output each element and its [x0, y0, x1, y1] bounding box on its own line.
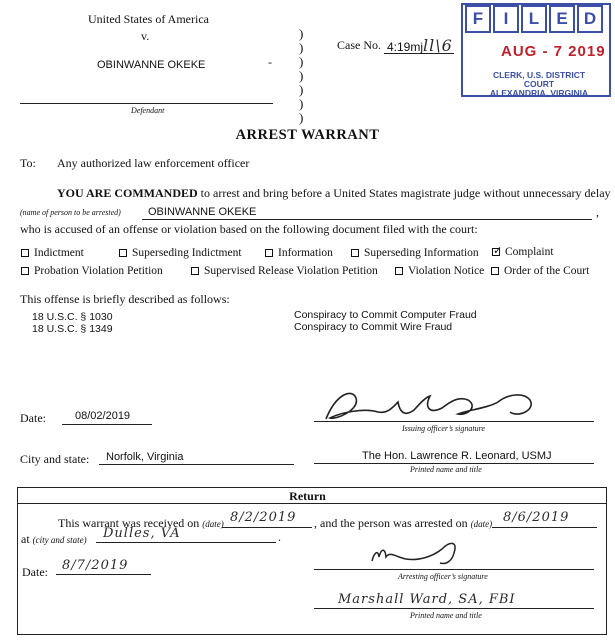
doc-label: Information: [278, 247, 333, 259]
return-heading: Return: [289, 489, 326, 503]
command-rest: to arrest and bring before a United States magistrate judge without unnecessary delay: [200, 186, 611, 200]
officer-name: Marshall Ward, SA, FBI: [338, 592, 516, 607]
received-date-line: [222, 527, 312, 528]
page-title: ARREST WARRANT: [235, 127, 380, 143]
checkbox: [265, 249, 273, 257]
stamp-letter: F: [465, 5, 491, 33]
doc-violation-notice: [395, 265, 484, 277]
offense-intro: This offense is briefly described as follows:: [20, 292, 230, 306]
stamp-letter: L: [521, 5, 547, 33]
city-line: [99, 464, 294, 465]
stamp-clerk: [479, 71, 599, 98]
filed-letters: [465, 5, 601, 35]
checkbox: [351, 249, 359, 257]
return-city-value: Dulles, VA: [103, 526, 181, 541]
officer-printed-label: Printed name and title: [410, 611, 482, 620]
statute-1: 18 U.S.C. § 1030: [32, 311, 113, 323]
command-bold: YOU ARE COMMANDED: [57, 186, 198, 200]
date-label: Date:: [20, 411, 46, 425]
return-at-text: [21, 532, 87, 547]
arresting-signature-image: [366, 535, 476, 571]
defendant-name: OBINWANNE OKEKE: [97, 59, 206, 71]
case-no-line: [384, 53, 454, 54]
return-heading-line: [17, 503, 607, 504]
defendant-line: [20, 103, 273, 104]
return-arrested-date: 8/6/2019: [503, 510, 570, 525]
doc-indictment: [21, 247, 84, 259]
arrest-person-value: OBINWANNE OKEKE: [148, 206, 257, 218]
filed-stamp: [461, 3, 611, 97]
period-mark: .: [278, 530, 281, 544]
doc-order-of-court: [491, 265, 589, 277]
doc-label: Supervised Release Violation Petition: [204, 265, 378, 277]
doc-superseding-indictment: [119, 247, 242, 259]
city-label: City and state:: [20, 452, 90, 466]
case-no-value: 4:19mjll\6: [387, 36, 453, 55]
city-paren: (city and state): [32, 535, 87, 545]
versus: v.: [141, 29, 150, 43]
doc-supervised-release: [191, 265, 378, 277]
judge-line: [314, 463, 594, 464]
stamp-letter: I: [493, 5, 519, 33]
to-label: To:: [20, 156, 36, 170]
stamp-letter: E: [549, 5, 575, 33]
return-received-date: 8/2/2019: [230, 510, 297, 525]
doc-label: Probation Violation Petition: [34, 265, 163, 277]
doc-label: Order of the Court: [504, 265, 590, 277]
stamp-date: AUG - 7 2019: [501, 43, 606, 60]
officer-name-line: [314, 608, 594, 609]
checkbox: [491, 267, 499, 275]
return-date-value: 8/7/2019: [62, 558, 129, 573]
date-paren: (date): [470, 519, 493, 529]
doc-label: Superseding Information: [364, 247, 479, 259]
return-city-line: [96, 542, 276, 543]
arrest-person-label: (name of person to be arrested): [20, 208, 121, 217]
stamp-letter: D: [577, 5, 603, 33]
checkbox: [395, 267, 403, 275]
received-text: This warrant was received on: [58, 516, 200, 530]
arrested-text: , and the person was arrested on: [314, 516, 468, 530]
accused-text: who is accused of an offense or violation based on the following document filed with the court:: [20, 222, 478, 236]
statute-2: 18 U.S.C. § 1349: [32, 323, 113, 335]
checkbox: [119, 249, 127, 257]
checkbox: [21, 267, 29, 275]
return-date-label: Date:: [22, 565, 48, 579]
checkbox: [21, 249, 29, 257]
arrested-date-line: [492, 527, 597, 528]
command-line: [57, 186, 611, 201]
comma-mark: ,: [596, 205, 599, 219]
dash-mark: -: [268, 55, 272, 69]
date-line: [62, 424, 152, 425]
return-date-line: [56, 574, 151, 575]
paren-col: ) ) ) ) ) ) ): [299, 26, 304, 125]
judge-printed-label: Printed name and title: [410, 465, 482, 474]
doc-label: Violation Notice: [408, 265, 485, 277]
arresting-sig-label: Arresting officer’s signature: [398, 572, 488, 581]
doc-probation-violation: [21, 265, 163, 277]
return-arrested-text: [314, 516, 492, 531]
charge-1: Conspiracy to Commit Computer Fraud: [294, 309, 477, 321]
stamp-clerk-line1: CLERK, U.S. DISTRICT COURT: [492, 70, 586, 89]
doc-complaint: [492, 246, 554, 258]
defendant-label: Defendant: [131, 106, 165, 115]
case-no-label: Case No.: [337, 38, 381, 52]
issuing-sig-line: [314, 421, 594, 422]
check-mark-icon: ✓: [493, 245, 503, 257]
date-value: 08/02/2019: [75, 410, 131, 422]
plaintiff: United States of America: [88, 12, 209, 26]
judge-name: The Hon. Lawrence R. Leonard, USMJ: [362, 450, 552, 462]
charge-2: Conspiracy to Commit Wire Fraud: [294, 321, 453, 333]
doc-information: [265, 247, 333, 259]
arrest-person-line: [142, 219, 592, 220]
to-value: Any authorized law enforcement officer: [57, 156, 250, 170]
city-value: Norfolk, Virginia: [106, 451, 184, 463]
doc-superseding-information: [351, 247, 479, 259]
doc-label: Indictment: [34, 247, 84, 259]
checkbox: [191, 267, 199, 275]
stamp-clerk-line2: ALEXANDRIA, VIRGINIA: [489, 88, 589, 98]
at-text: at: [21, 532, 30, 546]
issuing-sig-label: Issuing officer’s signature: [402, 424, 485, 433]
arresting-sig-line: [314, 569, 594, 570]
doc-label: Complaint: [505, 246, 554, 258]
doc-label: Superseding Indictment: [132, 247, 242, 259]
checkbox-checked: [492, 245, 503, 257]
date-paren: (date): [202, 519, 224, 529]
